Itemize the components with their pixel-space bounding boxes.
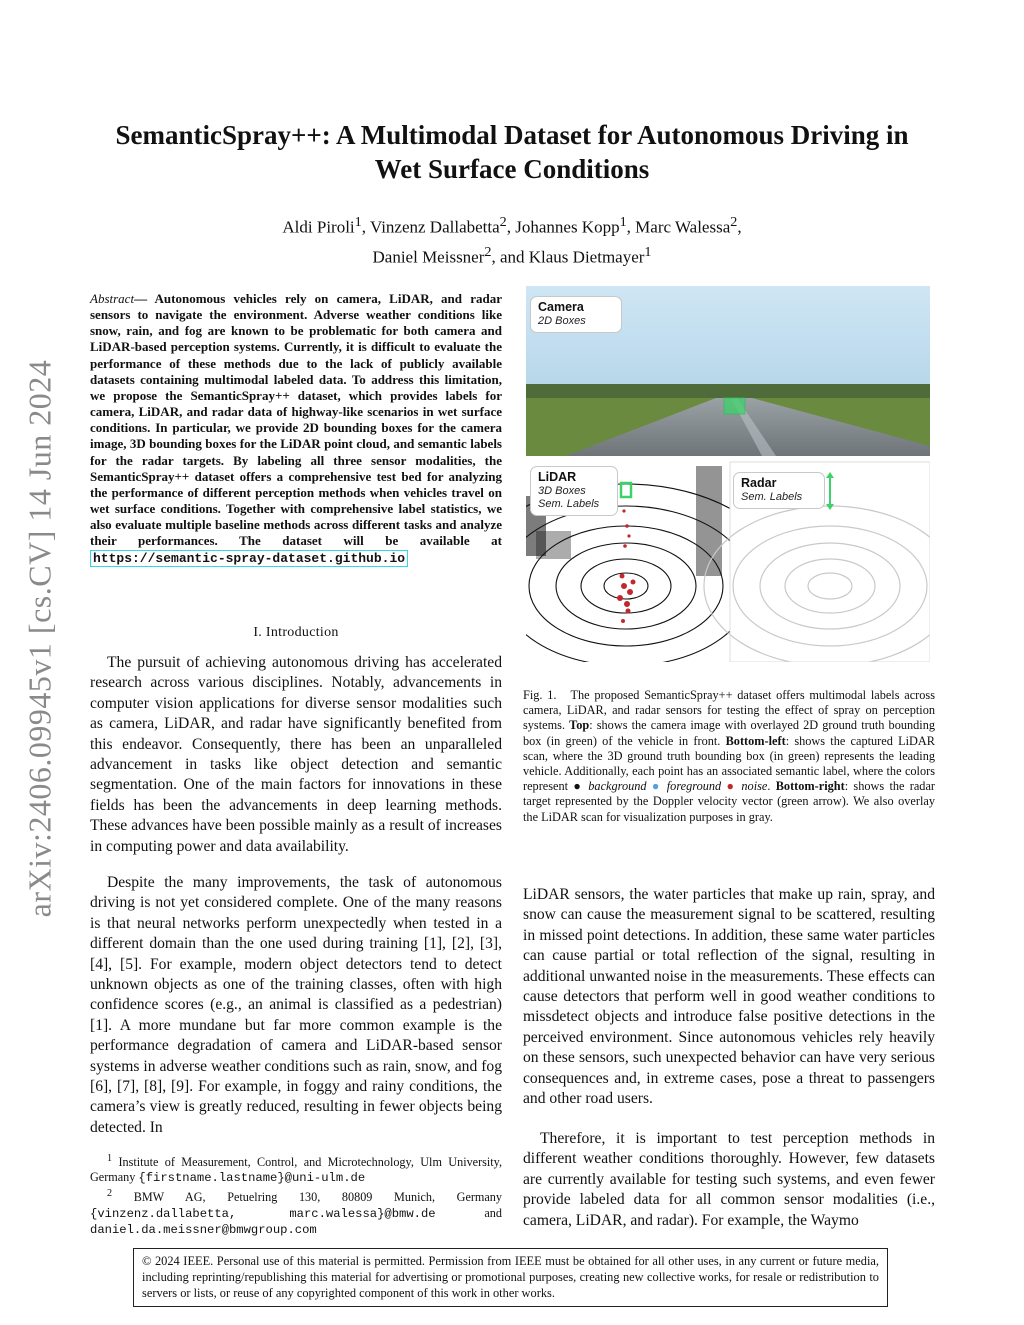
author-affil: 2 [730,214,738,230]
caption-text: The proposed SemanticSpray++ dataset offers multimodal labels across camera, LiDAR, and radar sensors for testing the effect of spray on perception systems. [523,688,935,733]
footnote-2 [90,1186,502,1238]
figure-caption [523,688,935,825]
author-sep: , [626,217,636,237]
footnote-email: {firstname.lastname}@uni-ulm.de [138,1171,366,1186]
radar-tag-title: Radar [741,476,777,490]
author-affil: 1 [644,243,652,260]
author: Johannes Kopp [515,217,620,237]
footnote-1 [90,1151,502,1186]
intro-paragraph-2: Despite the many improvements, the task of autonomous driving is not yet considered complete. One of the many reasons is that neural networks perform unexpectedly when tested in a different domain than the one used during training [1], [2], [3], [4], [5]. For example, modern object detectors tend to detect unknown objects as one of the training classes, often with high confidence scores (e.g., an animal is classified as a pedestrian) [1]. A more mundane but far more common example is the performance degradation of camera and LiDAR-based sensor systems in adverse weather conditions such as rain, snow, and fog [6], [7], [8], [9]. For example, in foggy and rainy conditions, the camera’s view is greatly reduced, resulting in fewer objects being detected. In [90,874,502,1136]
foreground-dot-icon: ● [651,779,662,794]
footnote-mark: 1 [107,1153,113,1164]
caption-text: : shows the camera image with overlayed 2D ground truth bounding box (in green) of the vehicle in front. [523,718,935,748]
caption-bold: Bottom-right [775,779,845,794]
lidar-tag-title: LiDAR [538,470,577,484]
lidar-tag-sub1: 3D Boxes [538,485,586,497]
lidar-tag [530,466,618,516]
arxiv-identifier: arXiv:2406.09945v1 [cs.CV] 14 Jun 2024 [21,359,58,918]
radar-tag [733,472,825,509]
footnote-text: BMW AG, Petuelring 130, 80809 Munich, Germany [133,1190,502,1205]
author-sep: , [361,217,370,237]
caption-text: : shows the captured LiDAR scan, where the 3D ground truth bounding box (in green) represents the leading vehicle. Additionally, each point has an associated semantic label, where the colors represent [523,733,935,794]
intro-paragraph-1: The pursuit of achieving autonomous driving has accelerated research across various disciplines. Notably, advancements in computer vision applications for diverse sensor modalities such as camera, LiDAR, and radar have significantly benefited from this endeavor. Consequently, there has been an unparalleled advancement in tasks like object detection and semantic segmentation. One of the main factors for innovations in these fields has been the advancements in deep learning methods. These advances have been possible mainly as a result of increases in computing power and data availability. [90,654,502,855]
author-list [160,210,864,269]
author: Vinzenz Dallabetta [369,217,500,237]
camera-tag-title: Camera [538,300,584,314]
camera-2d-box [724,398,745,414]
footnote-and: and [435,1205,502,1220]
abstract-lead: Abstract [90,291,135,306]
caption-bold: Top [569,718,590,733]
author-affil: 1 [619,214,627,230]
copyright-notice: © 2024 IEEE. Personal use of this material is permitted. Permission from IEEE must be obtained for all other uses, in any current or future media, including reprinting/republishing this material for advertising or promotional purposes, creating new collective works, for resale or redistribution to servers or lists, or reuse of any copyrighted component of this work in other works. [133,1248,888,1307]
footnote-email-2: daniel.da.meissner@bmwgroup.com [90,1222,317,1237]
author-affil: 2 [484,243,492,260]
footnote-email: {vinzenz.dallabetta, marc.walessa}@bmw.de [90,1206,436,1221]
caption-text: . [767,779,776,794]
author-sep: , [737,217,742,237]
abstract [90,291,502,567]
footnotes [90,1151,502,1238]
abstract-text: Autonomous vehicles rely on camera, LiDAR, and radar sensors to navigate the environment. Adverse weather conditions like snow, rain, and fog are known to be problematic for both camera and LiDAR-based perception systems. Currently, it is difficult to evaluate the performance of these methods due to the lack of publicly available datasets containing multimodal labeled data. To address this limitation, we propose the SemanticSpray++ dataset, which provides labels for camera, LiDAR, and radar data of highway-like scenarios in wet surface conditions. In particular, we provide 2D bounding boxes for the camera image, 3D bounding boxes for the LiDAR point cloud, and semantic labels for the radar targets. By labeling all three sensor modalities, the SemanticSpray++ dataset offers a comprehensive test bed for analyzing the performance of different perception methods when vehicles travel on wet surface conditions. Together with comprehensive label statistics, we also evaluate multiple baseline methods across different tasks and analyze their performances. The dataset will be available at [90,291,502,549]
author: Marc Walessa [635,217,731,237]
right-paragraph-2: Therefore, it is important to test perception methods in different weather conditions thoroughly. However, few datasets are currently available for testing such systems, and even fewer provide labeled data for all common sensor modalities (i.e., camera, LiDAR, and radar). For example, the Waymo [523,1130,935,1229]
author-line-1 [160,210,864,240]
title-line-2: Wet Surface Conditions [374,154,650,184]
footnote-mark: 2 [107,1188,113,1200]
author-sep: , [491,247,500,267]
dataset-link[interactable]: https://semantic-spray-dataset.github.io [90,550,408,567]
author-sep: , [506,217,516,237]
lidar-tag-sub2: Sem. Labels [538,498,600,510]
caption-italic: foreground [666,779,722,794]
camera-tag [530,296,622,333]
author: Daniel Meissner [372,247,485,267]
section-heading: I. Introduction [253,625,339,640]
tree-line [526,384,930,398]
noise-dot-icon: ● [726,779,737,794]
background-dot-icon: ● [573,779,583,794]
author: and Klaus Dietmayer [499,247,645,267]
author-line-2 [160,240,864,270]
paper-title [90,118,934,186]
caption-label: Fig. 1. [523,688,557,702]
abstract-dash: — [134,291,148,306]
caption-italic: noise [741,779,768,794]
right-paragraph-1: LiDAR sensors, the water particles that make up rain, spray, and snow can cause the measurement signal to be scattered, resulting in missed point detections. In addition, these same water particles can cause partial or total reflection of the signal, resulting in additional unwanted noise in the measurements. These effects can cause detectors that perform well in good weather conditions to missdetect objects and introduce false positive detections in the perceived environment. Since autonomous vehicles rely heavily on these sensors, such unexpected behavior can have very serious consequences and, in extreme cases, pose a threat to passengers and other road users. [523,886,935,1108]
caption-text: : shows the radar target represented by the Doppler velocity vector (green arrow). We also overlay the LiDAR scan for visualization purposes in gray. [523,779,935,824]
radar-tag-sub: Sem. Labels [741,491,803,503]
figure-1 [526,286,930,662]
title-line-1: SemanticSpray++: A Multimodal Dataset for Autonomous Driving in [115,120,909,150]
author-affil: 1 [354,214,362,230]
footnote-text: Institute of Measurement, Control, and Microtechnology, Ulm University, Germany [90,1155,502,1185]
author-affil: 2 [499,214,507,230]
caption-italic: background [588,779,647,794]
caption-bold: Bottom-left [725,733,786,748]
camera-tag-sub: 2D Boxes [538,315,586,327]
author: Aldi Piroli [282,217,355,237]
